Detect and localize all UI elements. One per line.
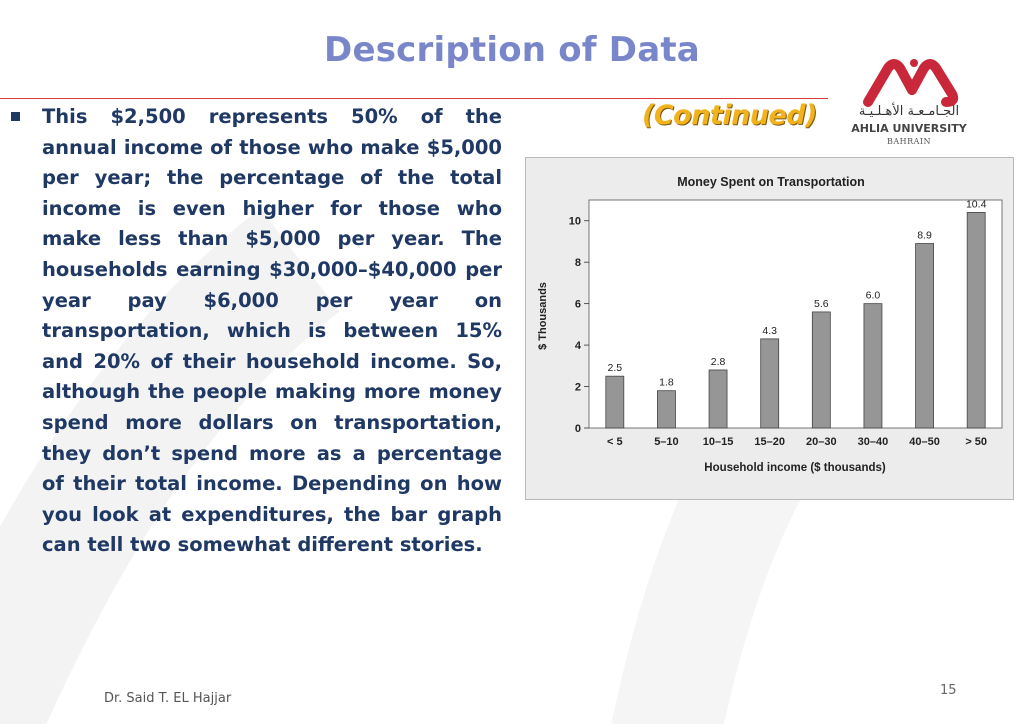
- author-footer: Dr. Said T. EL Hajjar: [104, 691, 232, 706]
- bar: [967, 212, 985, 428]
- bar: [709, 370, 727, 428]
- bar: [657, 391, 675, 428]
- page-title: Description of Data: [324, 30, 700, 70]
- logo-english-text: AHLIA UNIVERSITY: [851, 122, 967, 135]
- chart-x-axis-label: Household income ($ thousands): [704, 462, 886, 474]
- continued-label: (Continued): [642, 100, 818, 131]
- bullet-square-icon: [11, 112, 20, 121]
- bar-value-label: 2.8: [710, 355, 726, 368]
- bar: [812, 312, 830, 428]
- bar-value-label: 10.4: [965, 198, 987, 211]
- x-tick-label: 15–20: [754, 436, 785, 448]
- y-tick-label: 8: [574, 257, 581, 270]
- bar-chart: [526, 158, 1013, 499]
- x-tick-label: > 50: [965, 436, 988, 448]
- bar: [916, 244, 934, 428]
- chart-title: Money Spent on Transportation: [677, 175, 865, 189]
- bar-value-label: 6.0: [865, 289, 881, 302]
- logo-country-text: BAHRAIN: [886, 137, 932, 146]
- bar-value-label: 2.5: [607, 362, 623, 375]
- chart-y-axis-label: $ Thousands: [537, 282, 549, 350]
- bullet-paragraph: This $2,500 represents 50% of the annual income of those who make $5,000 per year; the percentage of the total income is even higher for those who make less than $5,000 per year. The households earning $30,000–$40,000 per year pay $6,000 per year on transportation, which is between 15% and 20% of their household income. So, although the people making more money spend more dollars on transportation, they don’t spend more as a percentage of their total income. Depending on how you look at expenditures, the bar graph can tell two somewhat different stories.: [42, 105, 502, 557]
- x-tick-label: 30–40: [857, 436, 889, 448]
- bar: [864, 304, 882, 428]
- bar: [761, 339, 779, 428]
- x-tick-label: 5–10: [654, 436, 679, 448]
- x-tick-label: < 5: [607, 436, 623, 448]
- plot-area: [589, 200, 1002, 428]
- y-tick-label: 10: [568, 215, 581, 228]
- x-tick-label: 40–50: [909, 436, 940, 448]
- chart-panel: [525, 157, 1014, 500]
- y-tick-label: 6: [574, 298, 581, 311]
- bar-value-label: 1.8: [659, 376, 674, 389]
- logo-arabic-text: الجـامـعـة الأهـلـيـة: [858, 104, 960, 119]
- bar: [606, 376, 624, 428]
- bar-value-label: 5.6: [814, 297, 829, 310]
- x-tick-label: 20–30: [806, 436, 837, 448]
- y-tick-label: 2: [574, 381, 581, 394]
- title-divider: [0, 98, 828, 99]
- bar-value-label: 4.3: [762, 324, 777, 337]
- x-tick-label: 10–15: [702, 436, 734, 448]
- y-tick-label: 4: [574, 340, 581, 353]
- bar-value-label: 8.9: [917, 229, 932, 242]
- page-number: 15: [940, 683, 957, 698]
- y-tick-label: 0: [574, 423, 581, 435]
